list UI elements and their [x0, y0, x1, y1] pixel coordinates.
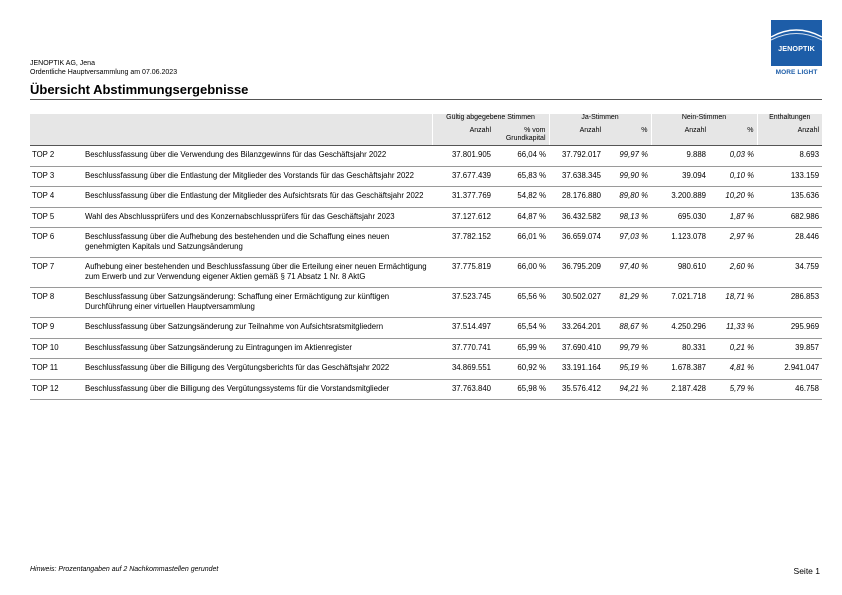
table-row	[30, 228, 822, 258]
pct-of-capital: 66,04 %	[494, 146, 549, 167]
resolution-description: Beschlussfassung über die Verwendung des Bilanzgewinns für das Geschäftsjahr 2022	[82, 146, 432, 167]
header-abstentions: Enthaltungen	[757, 114, 822, 127]
yes-pct: 81,29 %	[604, 288, 651, 318]
company-name: JENOPTIK AG, Jena	[30, 60, 95, 67]
agenda-item: TOP 5	[30, 207, 82, 228]
table-sub-header	[30, 127, 822, 146]
subheader-yes-count: Anzahl	[549, 127, 604, 146]
pct-of-capital: 64,87 %	[494, 207, 549, 228]
header-no-votes: Nein-Stimmen	[651, 114, 757, 127]
no-pct: 18,71 %	[709, 288, 757, 318]
no-votes: 695.030	[651, 207, 709, 228]
subheader-yes-pct: %	[604, 127, 651, 146]
valid-votes: 34.869.551	[432, 359, 494, 380]
yes-votes: 28.176.880	[549, 187, 604, 208]
abstentions: 682.986	[757, 207, 822, 228]
no-pct: 0,03 %	[709, 146, 757, 167]
header-valid-votes: Gültig abgegebene Stimmen	[432, 114, 549, 127]
agenda-item: TOP 6	[30, 228, 82, 258]
no-pct: 4,81 %	[709, 359, 757, 380]
agenda-item: TOP 10	[30, 338, 82, 359]
pct-of-capital: 65,56 %	[494, 288, 549, 318]
table-row	[30, 207, 822, 228]
table-row	[30, 187, 822, 208]
no-pct: 2,97 %	[709, 228, 757, 258]
logo-tagline: MORE LIGHT	[775, 69, 818, 76]
pct-of-capital: 65,54 %	[494, 318, 549, 339]
agenda-item: TOP 3	[30, 166, 82, 187]
table-row	[30, 166, 822, 187]
agenda-item: TOP 8	[30, 288, 82, 318]
jenoptik-logo	[771, 20, 822, 78]
logo-mark	[771, 20, 822, 66]
abstentions: 135.636	[757, 187, 822, 208]
table-row	[30, 146, 822, 167]
valid-votes: 37.801.905	[432, 146, 494, 167]
resolution-description: Aufhebung einer bestehenden und Beschlussfassung über die Erteilung einer neuen Ermächtigung zum Erwerb und zur Verwendung eigener Aktien gemäß § 71 Absatz 1 Nr. 8 AktG	[82, 258, 432, 288]
resolution-description: Beschlussfassung über die Entlastung der Mitglieder des Aufsichtsrats für das Geschäftsjahr 2022	[82, 187, 432, 208]
subheader-abstain-count: Anzahl	[757, 127, 822, 146]
valid-votes: 37.770.741	[432, 338, 494, 359]
agenda-item: TOP 4	[30, 187, 82, 208]
subheader-blank	[30, 127, 432, 146]
yes-votes: 36.432.582	[549, 207, 604, 228]
pct-of-capital: 65,83 %	[494, 166, 549, 187]
no-votes: 39.094	[651, 166, 709, 187]
valid-votes: 37.523.745	[432, 288, 494, 318]
valid-votes: 37.514.497	[432, 318, 494, 339]
yes-pct: 99,79 %	[604, 338, 651, 359]
table-row	[30, 379, 822, 400]
resolution-description: Beschlussfassung über die Aufhebung des bestehenden und die Schaffung eines neuen genehmigten Kapitals und Satzungsänderung	[82, 228, 432, 258]
pct-of-capital: 65,99 %	[494, 338, 549, 359]
yes-pct: 97,03 %	[604, 228, 651, 258]
valid-votes: 37.127.612	[432, 207, 494, 228]
abstentions: 34.759	[757, 258, 822, 288]
pct-of-capital: 66,01 %	[494, 228, 549, 258]
yes-votes: 36.795.209	[549, 258, 604, 288]
resolution-description: Beschlussfassung über die Billigung des Vergütungsberichts für das Geschäftsjahr 2022	[82, 359, 432, 380]
no-pct: 0,21 %	[709, 338, 757, 359]
no-votes: 80.331	[651, 338, 709, 359]
resolution-description: Beschlussfassung über die Entlastung der Mitglieder des Vorstands für das Geschäftsjahr 2022	[82, 166, 432, 187]
yes-pct: 95,19 %	[604, 359, 651, 380]
subheader-valid-count: Anzahl	[432, 127, 494, 146]
voting-results-table	[30, 114, 822, 400]
yes-votes: 37.638.345	[549, 166, 604, 187]
header-blank	[30, 114, 432, 127]
no-votes: 1.678.387	[651, 359, 709, 380]
agenda-item: TOP 2	[30, 146, 82, 167]
rounding-note: Hinweis: Prozentangaben auf 2 Nachkommastellen gerundet	[30, 566, 219, 573]
no-pct: 5,79 %	[709, 379, 757, 400]
no-pct: 0,10 %	[709, 166, 757, 187]
no-votes: 3.200.889	[651, 187, 709, 208]
no-votes: 2.187.428	[651, 379, 709, 400]
table-row	[30, 258, 822, 288]
yes-pct: 97,40 %	[604, 258, 651, 288]
document-header	[30, 60, 177, 77]
no-pct: 10,20 %	[709, 187, 757, 208]
meeting-info: Ordentliche Hauptversammlung am 07.06.2023	[30, 68, 178, 76]
page-number: Seite 1	[793, 566, 820, 576]
abstentions: 286.853	[757, 288, 822, 318]
resolution-description: Beschlussfassung über Satzungsänderung zur Teilnahme von Aufsichtsratsmitgliedern	[82, 318, 432, 339]
yes-votes: 37.792.017	[549, 146, 604, 167]
yes-pct: 98,13 %	[604, 207, 651, 228]
pct-of-capital: 66,00 %	[494, 258, 549, 288]
resolution-description: Wahl des Abschlussprüfers und des Konzernabschlussprüfers für das Geschäftsjahr 2023	[82, 207, 432, 228]
pct-of-capital: 60,92 %	[494, 359, 549, 380]
yes-votes: 35.576.412	[549, 379, 604, 400]
abstentions: 8.693	[757, 146, 822, 167]
no-votes: 980.610	[651, 258, 709, 288]
yes-votes: 37.690.410	[549, 338, 604, 359]
no-pct: 2,60 %	[709, 258, 757, 288]
abstentions: 28.446	[757, 228, 822, 258]
pct-of-capital: 65,98 %	[494, 379, 549, 400]
no-votes: 4.250.296	[651, 318, 709, 339]
yes-pct: 88,67 %	[604, 318, 651, 339]
no-pct: 11,33 %	[709, 318, 757, 339]
pct-of-capital: 54,82 %	[494, 187, 549, 208]
no-votes: 1.123.078	[651, 228, 709, 258]
no-votes: 7.021.718	[651, 288, 709, 318]
valid-votes: 37.782.152	[432, 228, 494, 258]
subheader-no-count: Anzahl	[651, 127, 709, 146]
table-row	[30, 288, 822, 318]
title-divider	[30, 99, 822, 100]
yes-votes: 33.191.164	[549, 359, 604, 380]
logo-wordmark: JENOPTIK	[778, 44, 815, 53]
valid-votes: 37.775.819	[432, 258, 494, 288]
abstentions: 2.941.047	[757, 359, 822, 380]
logo-arc-icon	[771, 20, 822, 66]
yes-pct: 99,90 %	[604, 166, 651, 187]
abstentions: 295.969	[757, 318, 822, 339]
resolution-description: Beschlussfassung über die Billigung des Vergütungssystems für die Vorstandsmitglieder	[82, 379, 432, 400]
valid-votes: 31.377.769	[432, 187, 494, 208]
yes-votes: 30.502.027	[549, 288, 604, 318]
subheader-pct-capital: % vom Grundkapital	[494, 127, 549, 146]
table-row	[30, 318, 822, 339]
abstentions: 46.758	[757, 379, 822, 400]
agenda-item: TOP 11	[30, 359, 82, 380]
yes-pct: 99,97 %	[604, 146, 651, 167]
abstentions: 133.159	[757, 166, 822, 187]
abstentions: 39.857	[757, 338, 822, 359]
valid-votes: 37.677.439	[432, 166, 494, 187]
yes-pct: 89,80 %	[604, 187, 651, 208]
header-yes-votes: Ja-Stimmen	[549, 114, 651, 127]
resolution-description: Beschlussfassung über Satzungsänderung zu Eintragungen im Aktienregister	[82, 338, 432, 359]
no-votes: 9.888	[651, 146, 709, 167]
page-title: Übersicht Abstimmungsergebnisse	[30, 82, 249, 97]
valid-votes: 37.763.840	[432, 379, 494, 400]
resolution-description: Beschlussfassung über Satzungsänderung: Schaffung einer Ermächtigung zur künftigen Durchführung einer virtuellen Hauptversammlung	[82, 288, 432, 318]
agenda-item: TOP 7	[30, 258, 82, 288]
table-row	[30, 338, 822, 359]
agenda-item: TOP 9	[30, 318, 82, 339]
yes-votes: 33.264.201	[549, 318, 604, 339]
yes-votes: 36.659.074	[549, 228, 604, 258]
subheader-no-pct: %	[709, 127, 757, 146]
table-row	[30, 359, 822, 380]
no-pct: 1,87 %	[709, 207, 757, 228]
table-group-header	[30, 114, 822, 127]
yes-pct: 94,21 %	[604, 379, 651, 400]
agenda-item: TOP 12	[30, 379, 82, 400]
